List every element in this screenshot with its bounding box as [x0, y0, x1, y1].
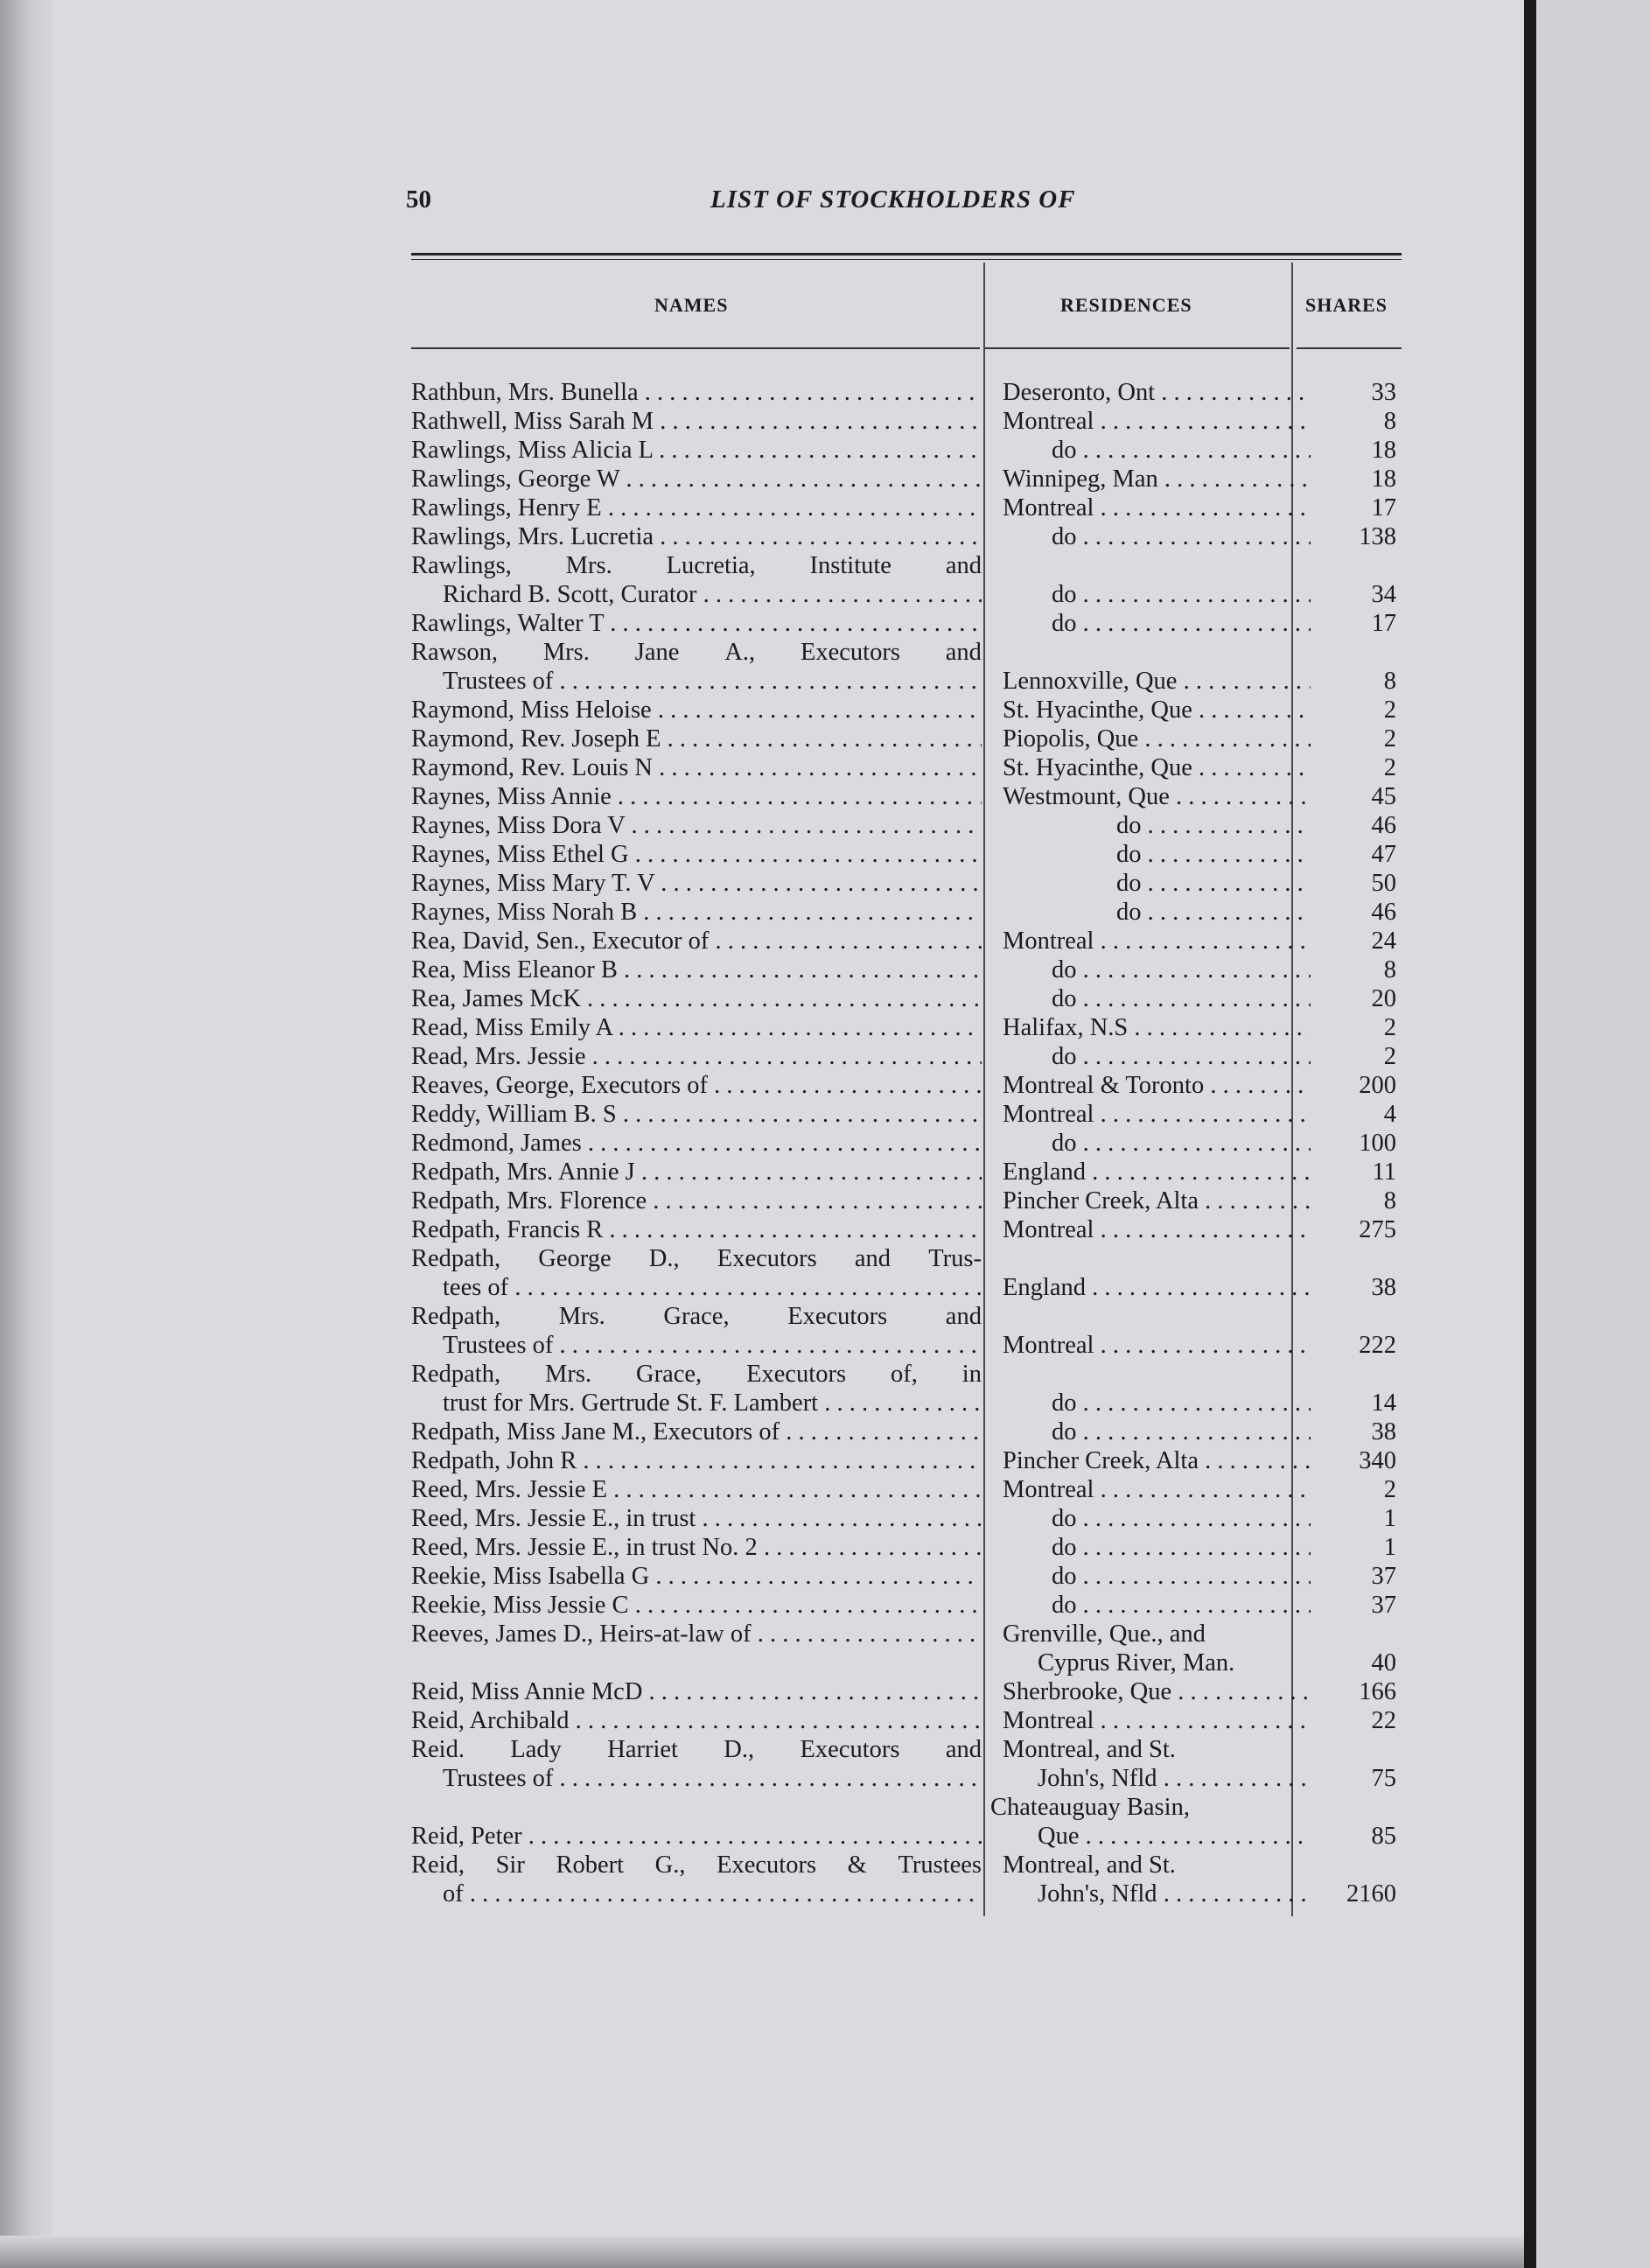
stockholder-residence-line: do . . .: [1003, 869, 1311, 898]
stockholder-name-line: Redpath, George D., Executors and Trus-: [411, 1245, 982, 1272]
stockholder-name-line: Rathbun, Mrs. Bunella . . .: [411, 378, 982, 407]
stockholder-shares: 37: [1371, 1592, 1396, 1619]
table-row: [411, 1475, 1402, 1504]
stockholder-residence-line: Chateauguay Basin,: [990, 1794, 1190, 1821]
stockholder-name: [411, 1129, 982, 1158]
stockholder-residence: [1003, 1677, 1311, 1706]
stockholder-residence-line: Montreal . . .: [1003, 494, 1311, 522]
stockholder-name-line: Rea, David, Sen., Executor of . . .: [411, 927, 982, 956]
stockholder-name-line: Redmond, James . . .: [411, 1129, 982, 1158]
stockholder-shares: 38: [1371, 1274, 1396, 1301]
table-row: [411, 1042, 1402, 1071]
stockholder-name-line: [411, 1793, 982, 1822]
stockholder-residence-line: [1003, 1302, 1311, 1331]
stockholder-name: [411, 1504, 982, 1533]
stockholder-shares: 4: [1383, 1101, 1396, 1128]
stockholder-residence-line: [1003, 551, 1311, 580]
stockholder-residence: [1003, 1244, 1311, 1302]
stockholder-name-line: Reed, Mrs. Jessie E., in trust No. 2 . . .: [411, 1533, 982, 1562]
stockholder-name: [411, 1186, 982, 1215]
table-row: [411, 782, 1402, 811]
header-double-rule-bottom: [411, 259, 1402, 260]
table-row: [411, 1158, 1402, 1186]
stockholder-name-line: Redpath, Mrs. Annie J . . .: [411, 1158, 982, 1186]
stockholder-shares: 8: [1383, 956, 1396, 984]
stockholder-residence-line: Montreal, and St.: [1003, 1852, 1176, 1879]
stockholder-residence-line: Sherbrooke, Que . . .: [1003, 1677, 1311, 1706]
stockholder-name: [411, 1302, 982, 1360]
stockholder-residence-line: do . . .: [1003, 1042, 1311, 1071]
stockholder-name-line: Raymond, Rev. Louis N . . .: [411, 753, 982, 782]
stockholder-residence-line: St. Hyacinthe, Que . . .: [1003, 753, 1311, 782]
stockholder-residence: [1003, 1504, 1311, 1533]
stockholder-residence: [1003, 436, 1311, 465]
stockholder-name-line: Reekie, Miss Isabella G . . .: [411, 1562, 982, 1591]
stockholder-shares: 1: [1383, 1505, 1396, 1532]
stockholder-residence-line: Que . . .: [1003, 1822, 1311, 1851]
stockholder-name: [411, 956, 982, 984]
stockholder-name-line: Reid, Archibald . . .: [411, 1706, 982, 1735]
table-row: [411, 609, 1402, 638]
stockholder-residence: [1003, 898, 1311, 927]
stockholder-shares: 17: [1371, 610, 1396, 637]
stockholder-residence: [1003, 378, 1311, 407]
table-row: [411, 1793, 1402, 1851]
stockholder-name-line: Reid, Peter . . .: [411, 1822, 982, 1851]
stockholder-name-line: Raynes, Miss Ethel G . . .: [411, 840, 982, 869]
stockholder-residence-line: do . . .: [1003, 956, 1311, 984]
stockholder-residence-line: St. Hyacinthe, Que . . .: [1003, 696, 1311, 724]
stockholder-table: [411, 378, 1402, 1908]
stockholder-name: [411, 1071, 982, 1100]
stockholder-shares: 1: [1383, 1534, 1396, 1561]
stockholder-name: [411, 1100, 982, 1129]
stockholder-name: [411, 753, 982, 782]
table-row: [411, 1591, 1402, 1620]
stockholder-name-line: Trustees of . . .: [411, 667, 982, 696]
stockholder-residence-line: do . . .: [1003, 1418, 1311, 1446]
stockholder-residence: [1003, 1533, 1311, 1562]
stockholder-shares: 2: [1383, 725, 1396, 752]
table-row: [411, 1735, 1402, 1793]
stockholder-residence: [1003, 465, 1311, 494]
stockholder-residence-line: John's, Nfld . . .: [1003, 1880, 1311, 1908]
stockholder-residence-line: [1003, 1244, 1311, 1273]
stockholder-name-line: Rathwell, Miss Sarah M . . .: [411, 407, 982, 436]
stockholder-name: [411, 811, 982, 840]
stockholder-residence-line: do . . .: [1003, 580, 1311, 609]
stockholder-residence-line: Montreal . . .: [1003, 407, 1311, 436]
stockholder-name: [411, 898, 982, 927]
stockholder-residence-line: do . . .: [1003, 609, 1311, 638]
stockholder-name: [411, 782, 982, 811]
stockholder-name-line: Richard B. Scott, Curator . . .: [411, 580, 982, 609]
table-row: [411, 1215, 1402, 1244]
stockholder-name-line: Redpath, Miss Jane M., Executors of . . .: [411, 1418, 982, 1446]
table-row: [411, 1071, 1402, 1100]
stockholder-name-line: Redpath, Francis R . . .: [411, 1215, 982, 1244]
table-row: [411, 638, 1402, 696]
table-row: [411, 956, 1402, 984]
stockholder-name: [411, 1244, 982, 1302]
stockholder-name-line: Raynes, Miss Dora V . . .: [411, 811, 982, 840]
stockholder-residence-line: Montreal & Toronto . . .: [1003, 1071, 1311, 1100]
page-number: 50: [406, 186, 431, 214]
table-row: [411, 1851, 1402, 1908]
stockholder-name: [411, 436, 982, 465]
table-row: [411, 551, 1402, 609]
stockholder-residence-line: do . . .: [1003, 1389, 1311, 1418]
stockholder-name: [411, 696, 982, 724]
stockholder-residence: [1003, 494, 1311, 522]
stockholder-shares: 22: [1371, 1707, 1396, 1734]
stockholder-residence: [1003, 638, 1311, 696]
table-row: [411, 1418, 1402, 1446]
stockholder-shares: 2: [1383, 754, 1396, 781]
stockholder-name-line: Reed, Mrs. Jessie E . . .: [411, 1475, 982, 1504]
running-head: LIST OF STOCKHOLDERS OF: [710, 186, 1076, 214]
stockholder-residence-line: Winnipeg, Man . . .: [1003, 465, 1311, 494]
table-row: [411, 436, 1402, 465]
stockholder-shares: 75: [1371, 1765, 1396, 1792]
stockholder-residence: [1003, 522, 1311, 551]
stockholder-shares: 14: [1371, 1390, 1396, 1417]
stockholder-name: [411, 1620, 982, 1648]
stockholder-shares: 2: [1383, 1043, 1396, 1070]
stockholder-name-line: Reaves, George, Executors of . . .: [411, 1071, 982, 1100]
stockholder-residence: [1003, 984, 1311, 1013]
stockholder-name-line: Rea, Miss Eleanor B . . .: [411, 956, 982, 984]
stockholder-residence: [1003, 1475, 1311, 1504]
stockholder-residence: [1003, 840, 1311, 869]
stockholder-residence-line: Cyprus River, Man.: [1038, 1649, 1235, 1676]
table-row: [411, 984, 1402, 1013]
stockholder-name: [411, 494, 982, 522]
stockholder-name: [411, 724, 982, 753]
stockholder-shares: 8: [1383, 1187, 1396, 1214]
stockholder-residence: [990, 1793, 1311, 1851]
stockholder-shares: 37: [1371, 1563, 1396, 1590]
stockholder-shares: 275: [1359, 1216, 1396, 1243]
stockholder-shares: 17: [1371, 494, 1396, 522]
stockholder-residence: [1003, 1129, 1311, 1158]
table-row: [411, 1620, 1402, 1677]
stockholder-residence: [1003, 696, 1311, 724]
header-underline-shares: [1297, 347, 1402, 349]
stockholder-residence: [1003, 1735, 1311, 1793]
table-row: [411, 869, 1402, 898]
column-header-shares: SHARES: [1305, 294, 1388, 316]
stockholder-name-line: Redpath, John R . . .: [411, 1446, 982, 1475]
table-row: [411, 1533, 1402, 1562]
stockholder-residence: [1003, 407, 1311, 436]
stockholder-residence-line: Montreal . . .: [1003, 1331, 1311, 1360]
table-row: [411, 927, 1402, 956]
table-row: [411, 1129, 1402, 1158]
stockholder-name-line: trust for Mrs. Gertrude St. F. Lambert . . .: [411, 1389, 982, 1418]
stockholder-shares: 47: [1371, 841, 1396, 868]
stockholder-name: [411, 407, 982, 436]
stockholder-residence: [1003, 551, 1311, 609]
stockholder-name: [411, 609, 982, 638]
stockholder-name-line: Redpath, Mrs. Florence . . .: [411, 1186, 982, 1215]
page-gutter: [1524, 0, 1536, 2268]
stockholder-name: [411, 1851, 982, 1908]
facing-page-edge: [1536, 0, 1650, 2268]
stockholder-name: [411, 465, 982, 494]
stockholder-residence-line: Lennoxville, Que . . .: [1003, 667, 1311, 696]
table-row: [411, 724, 1402, 753]
stockholder-residence-line: Montreal . . .: [1003, 927, 1311, 956]
stockholder-name-line: Rawlings, Mrs. Lucretia . . .: [411, 522, 982, 551]
stockholder-shares: 46: [1371, 899, 1396, 926]
stockholder-residence: [1003, 1360, 1311, 1418]
stockholder-name: [411, 1042, 982, 1071]
table-row: [411, 1302, 1402, 1360]
stockholder-name: [411, 1793, 982, 1851]
stockholder-residence: [1003, 753, 1311, 782]
stockholder-residence: [1003, 724, 1311, 753]
stockholder-shares: 100: [1359, 1130, 1396, 1157]
stockholder-residence-line: Pincher Creek, Alta . . .: [1003, 1186, 1311, 1215]
stockholder-name: [411, 927, 982, 956]
table-row: [411, 753, 1402, 782]
stockholder-name: [411, 1360, 982, 1418]
stockholder-residence-line: do . . .: [1003, 840, 1311, 869]
stockholder-shares: 166: [1359, 1678, 1396, 1705]
stockholder-name-line: Read, Miss Emily A . . .: [411, 1013, 982, 1042]
table-row: [411, 1706, 1402, 1735]
stockholder-name-line: Reid, Sir Robert G., Executors & Trustees: [411, 1852, 982, 1879]
stockholder-residence-line: do . . .: [1003, 984, 1311, 1013]
stockholder-residence: [1003, 1071, 1311, 1100]
stockholder-residence-line: do . . .: [1003, 1533, 1311, 1562]
stockholder-residence: [1003, 869, 1311, 898]
stockholder-residence-line: do . . .: [1003, 1129, 1311, 1158]
stockholder-name: [411, 984, 982, 1013]
stockholder-shares: 138: [1359, 523, 1396, 550]
stockholder-name-line: Rawlings, Miss Alicia L . . .: [411, 436, 982, 465]
stockholder-shares: 200: [1359, 1072, 1396, 1099]
stockholder-name-line: Rawlings, George W . . .: [411, 465, 982, 494]
stockholder-name-line: Redpath, Mrs. Grace, Executors of, in: [411, 1361, 982, 1388]
table-row: [411, 378, 1402, 407]
stockholder-name-line: Rawlings, Henry E . . .: [411, 494, 982, 522]
stockholder-name: [411, 1013, 982, 1042]
stockholder-name: [411, 378, 982, 407]
stockholder-shares: 222: [1359, 1332, 1396, 1359]
stockholder-shares: 2: [1383, 696, 1396, 724]
table-row: [411, 494, 1402, 522]
stockholder-shares: 38: [1371, 1418, 1396, 1446]
stockholder-residence-line: Pincher Creek, Alta . . .: [1003, 1446, 1311, 1475]
table-row: [411, 522, 1402, 551]
stockholder-name: [411, 1475, 982, 1504]
stockholder-name: [411, 1533, 982, 1562]
stockholder-shares: 18: [1371, 437, 1396, 464]
stockholder-residence: [1003, 1418, 1311, 1446]
stockholder-residence-line: Piopolis, Que . . .: [1003, 724, 1311, 753]
stockholder-name: [411, 840, 982, 869]
stockholder-residence: [1003, 1446, 1311, 1475]
stockholder-residence-line: do . . .: [1003, 436, 1311, 465]
table-row: [411, 1013, 1402, 1042]
stockholder-name: [411, 1562, 982, 1591]
stockholder-residence: [1003, 1851, 1311, 1908]
stockholder-shares: 33: [1371, 379, 1396, 406]
stockholder-residence-line: do . . .: [1003, 898, 1311, 927]
stockholder-name-line: of . . .: [411, 1880, 982, 1908]
stockholder-residence: [1003, 1158, 1311, 1186]
stockholder-name: [411, 1446, 982, 1475]
stockholder-name-line: Reid, Miss Annie McD . . .: [411, 1677, 982, 1706]
stockholder-residence-line: Montreal . . .: [1003, 1475, 1311, 1504]
table-row: [411, 407, 1402, 436]
header-double-rule-top: [411, 253, 1402, 256]
stockholder-residence: [1003, 956, 1311, 984]
stockholder-shares: 50: [1371, 870, 1396, 897]
stockholder-shares: 2160: [1346, 1880, 1396, 1908]
stockholder-name: [411, 522, 982, 551]
stockholder-residence-line: England . . .: [1003, 1273, 1311, 1302]
table-row: [411, 1562, 1402, 1591]
stockholder-name-line: Raymond, Rev. Joseph E . . .: [411, 724, 982, 753]
stockholder-name-line: Reed, Mrs. Jessie E., in trust . . .: [411, 1504, 982, 1533]
page-bottom-shadow: [0, 2236, 1524, 2268]
stockholder-name-line: Raymond, Miss Heloise . . .: [411, 696, 982, 724]
stockholder-residence: [1003, 1706, 1311, 1735]
stockholder-shares: 45: [1371, 783, 1396, 810]
header-underline-names: [411, 347, 980, 349]
stockholder-name: [411, 638, 982, 696]
stockholder-name-line: Raynes, Miss Mary T. V . . .: [411, 869, 982, 898]
stockholder-residence: [1003, 927, 1311, 956]
column-header-names: NAMES: [654, 294, 729, 316]
stockholder-name-line: Raynes, Miss Norah B . . .: [411, 898, 982, 927]
stockholder-name: [411, 1677, 982, 1706]
book-spine-shadow: [0, 0, 52, 2268]
table-row: [411, 465, 1402, 494]
stockholder-shares: 20: [1371, 985, 1396, 1012]
table-row: [411, 1677, 1402, 1706]
stockholder-name-line: Rea, James McK . . .: [411, 984, 982, 1013]
stockholder-name-line: Rawlings, Walter T . . .: [411, 609, 982, 638]
stockholder-residence: [1003, 1186, 1311, 1215]
stockholder-residence-line: Grenville, Que., and: [1003, 1620, 1206, 1648]
stockholder-name-line: Reeves, James D., Heirs-at-law of . . .: [411, 1620, 982, 1648]
stockholder-residence-line: do . . .: [1003, 1591, 1311, 1620]
column-header-residences: RESIDENCES: [1060, 294, 1192, 316]
stockholder-residence: [1003, 782, 1311, 811]
stockholder-name-line: Reddy, William B. S . . .: [411, 1100, 982, 1129]
stockholder-shares: 2: [1383, 1476, 1396, 1503]
stockholder-shares: 2: [1383, 1014, 1396, 1041]
stockholder-name-line: Reekie, Miss Jessie C . . .: [411, 1591, 982, 1620]
stockholder-shares: 11: [1372, 1158, 1396, 1186]
stockholder-residence: [1003, 811, 1311, 840]
stockholder-name-line: Rawlings, Mrs. Lucretia, Institute and: [411, 552, 982, 579]
stockholder-name: [411, 1215, 982, 1244]
stockholder-shares: 8: [1383, 668, 1396, 695]
stockholder-residence-line: Montreal . . .: [1003, 1215, 1311, 1244]
stockholder-name-line: Trustees of . . .: [411, 1331, 982, 1360]
stockholder-shares: 46: [1371, 812, 1396, 839]
stockholder-residence: [1003, 1562, 1311, 1591]
stockholder-name-line: Redpath, Mrs. Grace, Executors and: [411, 1303, 982, 1330]
stockholder-residence: [1003, 1302, 1311, 1360]
stockholder-residence: [1003, 1100, 1311, 1129]
stockholder-shares: 85: [1371, 1823, 1396, 1850]
stockholder-shares: 40: [1371, 1649, 1396, 1676]
table-row: [411, 1186, 1402, 1215]
table-row: [411, 1360, 1402, 1418]
table-row: [411, 898, 1402, 927]
stockholder-name-line: Raynes, Miss Annie . . .: [411, 782, 982, 811]
stockholder-name-line: Trustees of . . .: [411, 1764, 982, 1793]
stockholder-residence-line: do . . .: [1003, 522, 1311, 551]
stockholder-name-line: tees of . . .: [411, 1273, 982, 1302]
stockholder-residence: [1003, 1042, 1311, 1071]
stockholder-name: [411, 869, 982, 898]
stockholder-shares: 340: [1359, 1447, 1396, 1474]
stockholder-residence: [1003, 609, 1311, 638]
stockholder-residence: [1003, 1591, 1311, 1620]
stockholder-residence: [1003, 1620, 1311, 1677]
stockholder-shares: 24: [1371, 928, 1396, 955]
table-row: [411, 1100, 1402, 1129]
stockholder-name-line: Read, Mrs. Jessie . . .: [411, 1042, 982, 1071]
table-row: [411, 696, 1402, 724]
stockholder-residence-line: John's, Nfld . . .: [1003, 1764, 1311, 1793]
stockholder-shares: 18: [1371, 466, 1396, 493]
table-row: [411, 1244, 1402, 1302]
stockholder-residence: [1003, 1013, 1311, 1042]
stockholder-residence-line: Montreal, and St.: [1003, 1736, 1176, 1763]
stockholder-residence-line: Deseronto, Ont . . .: [1003, 378, 1311, 407]
stockholder-residence-line: [1003, 1360, 1311, 1389]
stockholder-name: [411, 1706, 982, 1735]
table-row: [411, 840, 1402, 869]
stockholder-name: [411, 551, 982, 609]
stockholder-name: [411, 1591, 982, 1620]
stockholder-name: [411, 1158, 982, 1186]
stockholder-name: [411, 1735, 982, 1793]
stockholder-shares: 8: [1383, 408, 1396, 435]
stockholder-residence-line: do . . .: [1003, 811, 1311, 840]
stockholder-residence-line: Montreal . . .: [1003, 1100, 1311, 1129]
stockholder-name: [411, 1418, 982, 1446]
stockholder-residence-line: England . . .: [1003, 1158, 1311, 1186]
stockholder-residence-line: do . . .: [1003, 1504, 1311, 1533]
header-underline-residences: [985, 347, 1290, 349]
stockholder-residence-line: [1003, 638, 1311, 667]
table-row: [411, 1446, 1402, 1475]
stockholder-residence: [1003, 1215, 1311, 1244]
stockholder-name-line: Reid. Lady Harriet D., Executors and: [411, 1736, 982, 1763]
table-row: [411, 1504, 1402, 1533]
stockholder-residence-line: Montreal . . .: [1003, 1706, 1311, 1735]
stockholder-residence-line: Halifax, N.S . . .: [1003, 1013, 1311, 1042]
stockholder-residence-line: do . . .: [1003, 1562, 1311, 1591]
table-row: [411, 811, 1402, 840]
stockholder-shares: 34: [1371, 581, 1396, 608]
stockholder-name-line: Rawson, Mrs. Jane A., Executors and: [411, 639, 982, 666]
stockholder-residence-line: Westmount, Que . . .: [1003, 782, 1311, 811]
